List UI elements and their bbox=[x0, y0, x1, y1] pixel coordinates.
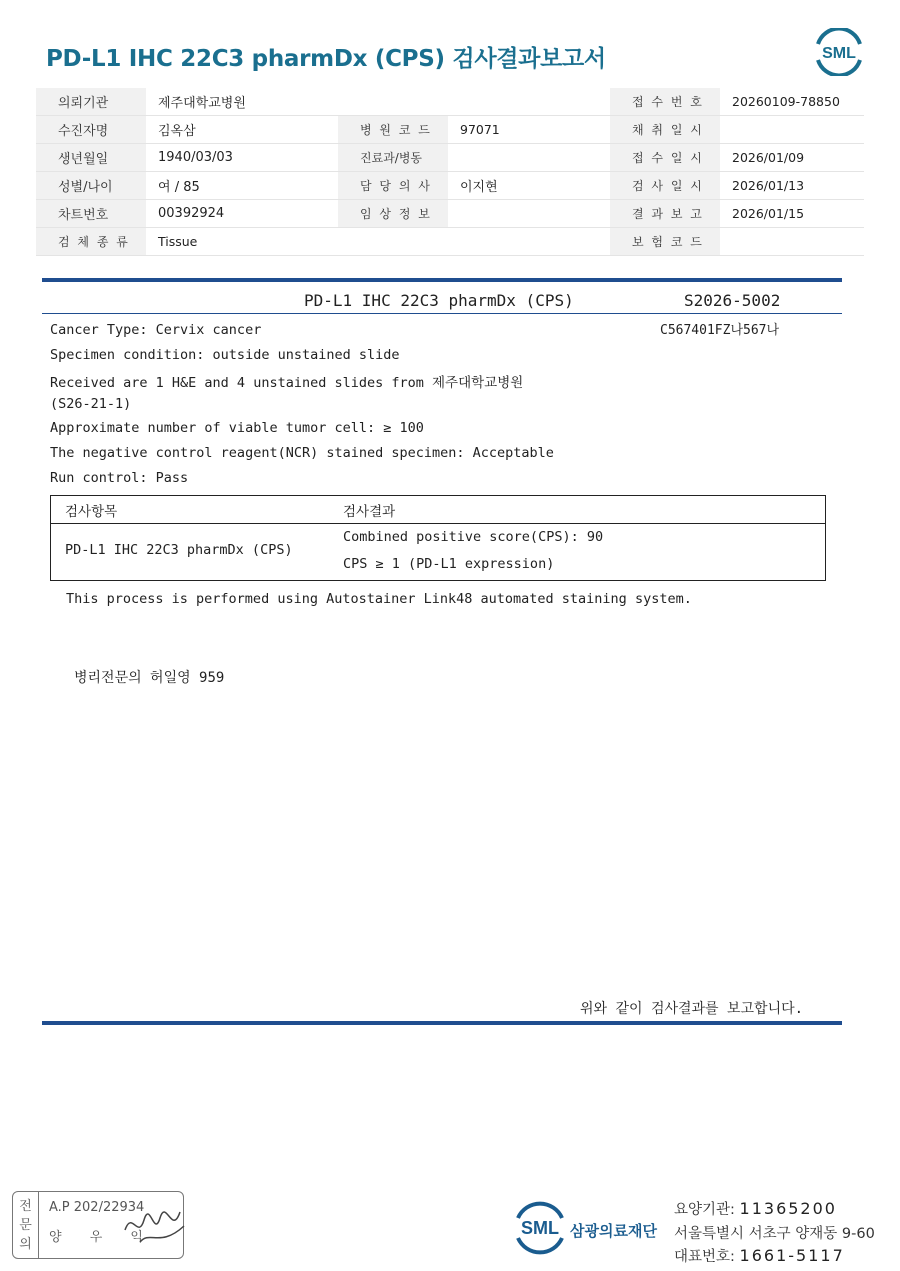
receipt-no-value: 20260109-78850 bbox=[720, 88, 864, 116]
report-line: Received are 1 H&E and 4 unstained slides from 제주대학교병원 bbox=[50, 375, 524, 391]
clinical-info-value bbox=[448, 200, 610, 228]
report-line: Cancer Type: Cervix cancer bbox=[50, 322, 262, 338]
stamp-char: 의 bbox=[19, 1237, 32, 1252]
referring-institution-label: 의뢰기관 bbox=[36, 88, 146, 116]
pathologist: 병리전문의 허일영 959 bbox=[74, 670, 225, 686]
result-table bbox=[50, 495, 826, 581]
collection-date-value bbox=[720, 116, 864, 144]
sml-logo-text: SML bbox=[822, 45, 856, 62]
specimen-type-label: 검 체 종 류 bbox=[36, 228, 146, 256]
doctor-label: 담 당 의 사 bbox=[338, 172, 448, 200]
specimen-type-value: Tissue bbox=[146, 228, 610, 256]
bottom-divider bbox=[42, 1021, 842, 1025]
patient-info-table bbox=[36, 88, 864, 256]
info-row bbox=[36, 116, 864, 144]
birthdate-value: 1940/03/03 bbox=[146, 144, 338, 172]
insurance-code-value bbox=[720, 228, 864, 256]
clinical-info-label: 임 상 정 보 bbox=[338, 200, 448, 228]
receipt-date-value: 2026/01/09 bbox=[720, 144, 864, 172]
recipient-label: 수진자명 bbox=[36, 116, 146, 144]
stamp-char: 문 bbox=[19, 1218, 32, 1233]
doctor-value: 이지현 bbox=[448, 172, 610, 200]
collection-date-label: 채 취 일 시 bbox=[610, 116, 720, 144]
institution-code-value: 11365200 bbox=[739, 1199, 837, 1218]
result-cps-expression: CPS ≥ 1 (PD-L1 expression) bbox=[343, 556, 555, 572]
sex-age-value: 여 / 85 bbox=[146, 172, 338, 200]
birthdate-label: 생년월일 bbox=[36, 144, 146, 172]
institution-code bbox=[674, 1198, 837, 1219]
receipt-date-label: 접 수 일 시 bbox=[610, 144, 720, 172]
report-title: PD-L1 IHC 22C3 pharmDx (CPS) 검사결과보고서 bbox=[46, 46, 606, 72]
report-line: (S26-21-1) bbox=[50, 396, 132, 412]
address: 서울특별시 서초구 양재동 9-60 bbox=[674, 1226, 875, 1242]
info-row bbox=[36, 172, 864, 200]
closing-statement: 위와 같이 검사결과를 보고합니다. bbox=[580, 1001, 804, 1017]
top-divider bbox=[42, 278, 842, 282]
sml-logo bbox=[810, 28, 868, 76]
phone bbox=[674, 1245, 845, 1266]
sex-age-label: 성별/나이 bbox=[36, 172, 146, 200]
stamp-ap-number: A.P 202/22934 bbox=[49, 1200, 145, 1215]
chart-no-value: 00392924 bbox=[146, 200, 338, 228]
report-line: Approximate number of viable tumor cell: ≥ 100 bbox=[50, 420, 424, 436]
institution-code-label: 요양기관: bbox=[674, 1202, 735, 1218]
stamp-char: 전 bbox=[19, 1199, 32, 1214]
recipient-value: 김옥삼 bbox=[146, 116, 338, 144]
info-row bbox=[36, 228, 864, 256]
stamp-name: 양 우 익 bbox=[49, 1230, 155, 1245]
result-cps-score: Combined positive score(CPS): 90 bbox=[343, 529, 604, 545]
result-table-header bbox=[51, 496, 825, 524]
test-date-label: 검 사 일 시 bbox=[610, 172, 720, 200]
chart-no-label: 차트번호 bbox=[36, 200, 146, 228]
result-item: PD-L1 IHC 22C3 pharmDx (CPS) bbox=[65, 542, 293, 558]
hospital-code-label: 병 원 코 드 bbox=[338, 116, 448, 144]
foundation-name: 삼광의료재단 bbox=[570, 1222, 657, 1240]
report-number: S2026-5002 bbox=[684, 291, 781, 310]
process-note: This process is performed using Autostainer Link48 automated staining system. bbox=[66, 591, 692, 607]
sml-footer-logo bbox=[510, 1200, 570, 1256]
signature bbox=[120, 1200, 190, 1250]
info-row bbox=[36, 144, 864, 172]
result-header-result: 검사결과 bbox=[343, 504, 396, 520]
info-row bbox=[36, 200, 864, 228]
report-line: Specimen condition: outside unstained slide bbox=[50, 347, 400, 363]
phone-label: 대표번호: bbox=[674, 1249, 735, 1265]
stamp-vertical-text bbox=[13, 1192, 39, 1258]
phone-value: 1661-5117 bbox=[739, 1246, 845, 1265]
hospital-code-value: 97071 bbox=[448, 116, 610, 144]
insurance-code-label: 보 험 코 드 bbox=[610, 228, 720, 256]
report-line: The negative control reagent(NCR) stained specimen: Acceptable bbox=[50, 445, 554, 461]
dept-label: 진료과/병동 bbox=[338, 144, 448, 172]
info-row bbox=[36, 88, 864, 116]
result-header-item: 검사항목 bbox=[65, 504, 118, 520]
test-date-value: 2026/01/13 bbox=[720, 172, 864, 200]
sml-footer-logo-text: SML bbox=[521, 1218, 559, 1238]
sample-id: C567401FZ나567나 bbox=[660, 323, 780, 338]
header-divider bbox=[42, 313, 842, 314]
report-line: Run control: Pass bbox=[50, 470, 189, 486]
report-test-name: PD-L1 IHC 22C3 pharmDx (CPS) bbox=[304, 291, 574, 310]
dept-value bbox=[448, 144, 610, 172]
result-report-value: 2026/01/15 bbox=[720, 200, 864, 228]
referring-institution-value: 제주대학교병원 bbox=[146, 88, 610, 116]
result-report-label: 결 과 보 고 bbox=[610, 200, 720, 228]
receipt-no-label: 접 수 번 호 bbox=[610, 88, 720, 116]
